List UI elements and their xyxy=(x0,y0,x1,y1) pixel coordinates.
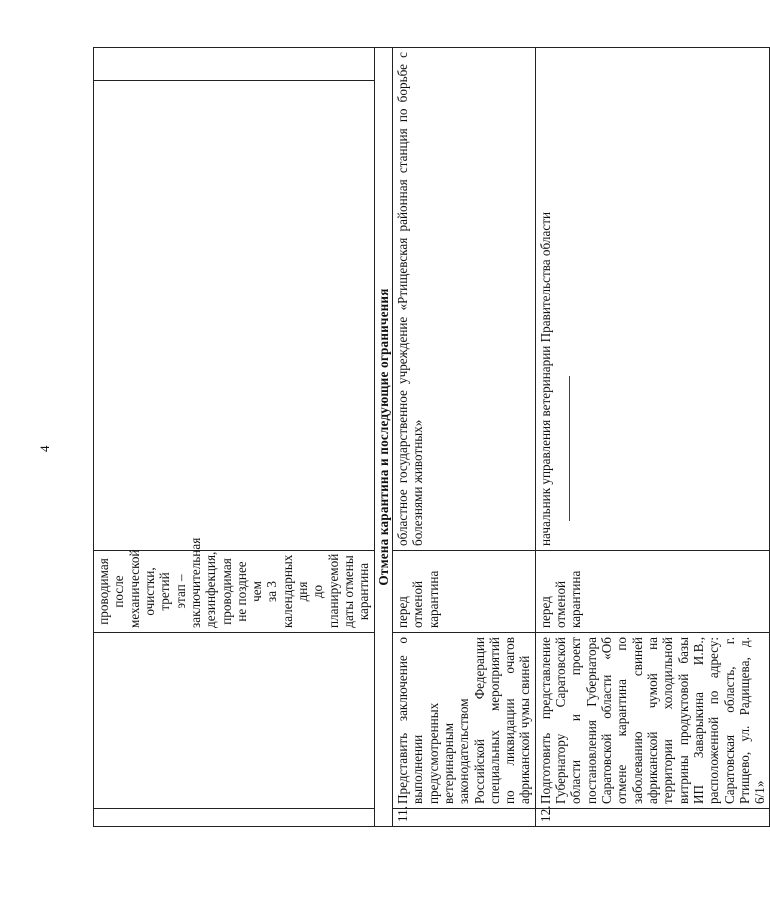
deadline-line: карантина xyxy=(356,562,372,621)
deadline-line: проводимая xyxy=(218,558,234,625)
deadline-line: этап – xyxy=(172,574,188,609)
cell-deadline-continued xyxy=(94,537,375,633)
section-heading-row xyxy=(374,48,392,827)
row-description: Представить заключение о выполнении предусмотренных ветеринарным законодательством Российской Федерации специальных мероприятий по ликвидации очагов африканской чумы свиней xyxy=(392,633,535,809)
row-responsible: областное государственное учреждение «Ртищевская районная станция по борьбе с болезнями животных» xyxy=(392,48,535,551)
deadline-line: дня xyxy=(295,581,311,602)
cell-responsible-empty xyxy=(94,81,375,551)
deadline-line: механической xyxy=(126,549,142,628)
row-description: Подготовить представление Губернатору Саратовской области и проект постановления Губернатора Саратовской области «Об отмене карантина по заболеванию свиней африканской чумой на территории холодильной витрины продуктовой базы ИП Заварыкина И.В., расположенной по адресу: Саратовская область, г. Ртищево, ул. Радищева, д. 6/1» xyxy=(535,633,770,809)
cell-description-empty xyxy=(94,633,375,809)
deadline-line: до планируемой xyxy=(310,553,341,628)
rotated-page-content xyxy=(93,47,768,827)
row-deadline: перед отменой карантина xyxy=(392,551,535,633)
page-number: 4 xyxy=(37,445,52,452)
deadline-line: за 3 календарных xyxy=(264,554,295,628)
deadline-line: заключительная xyxy=(187,537,203,628)
row-number: 12. xyxy=(535,809,770,827)
deadline-line: проводимая после xyxy=(96,558,127,625)
row-number: 11. xyxy=(392,809,535,827)
deadline-line: даты отмены xyxy=(341,555,356,628)
row-deadline: перед отменой карантина xyxy=(535,551,770,633)
row-responsible: начальник управления ветеринарии Правительства области xyxy=(535,48,770,551)
deadline-line: дезинфекция, xyxy=(203,551,219,628)
table-row xyxy=(535,48,770,827)
measures-table xyxy=(93,47,770,827)
cell-number-empty xyxy=(94,809,375,827)
table-row xyxy=(392,48,535,827)
deadline-line: очистки, третий xyxy=(141,567,173,616)
deadline-line: не позднее чем xyxy=(233,561,265,622)
section-title: Отмена карантина и последующие ограничения xyxy=(374,48,392,827)
cell-extra-empty xyxy=(94,48,375,81)
table-row-continuation xyxy=(94,48,375,827)
